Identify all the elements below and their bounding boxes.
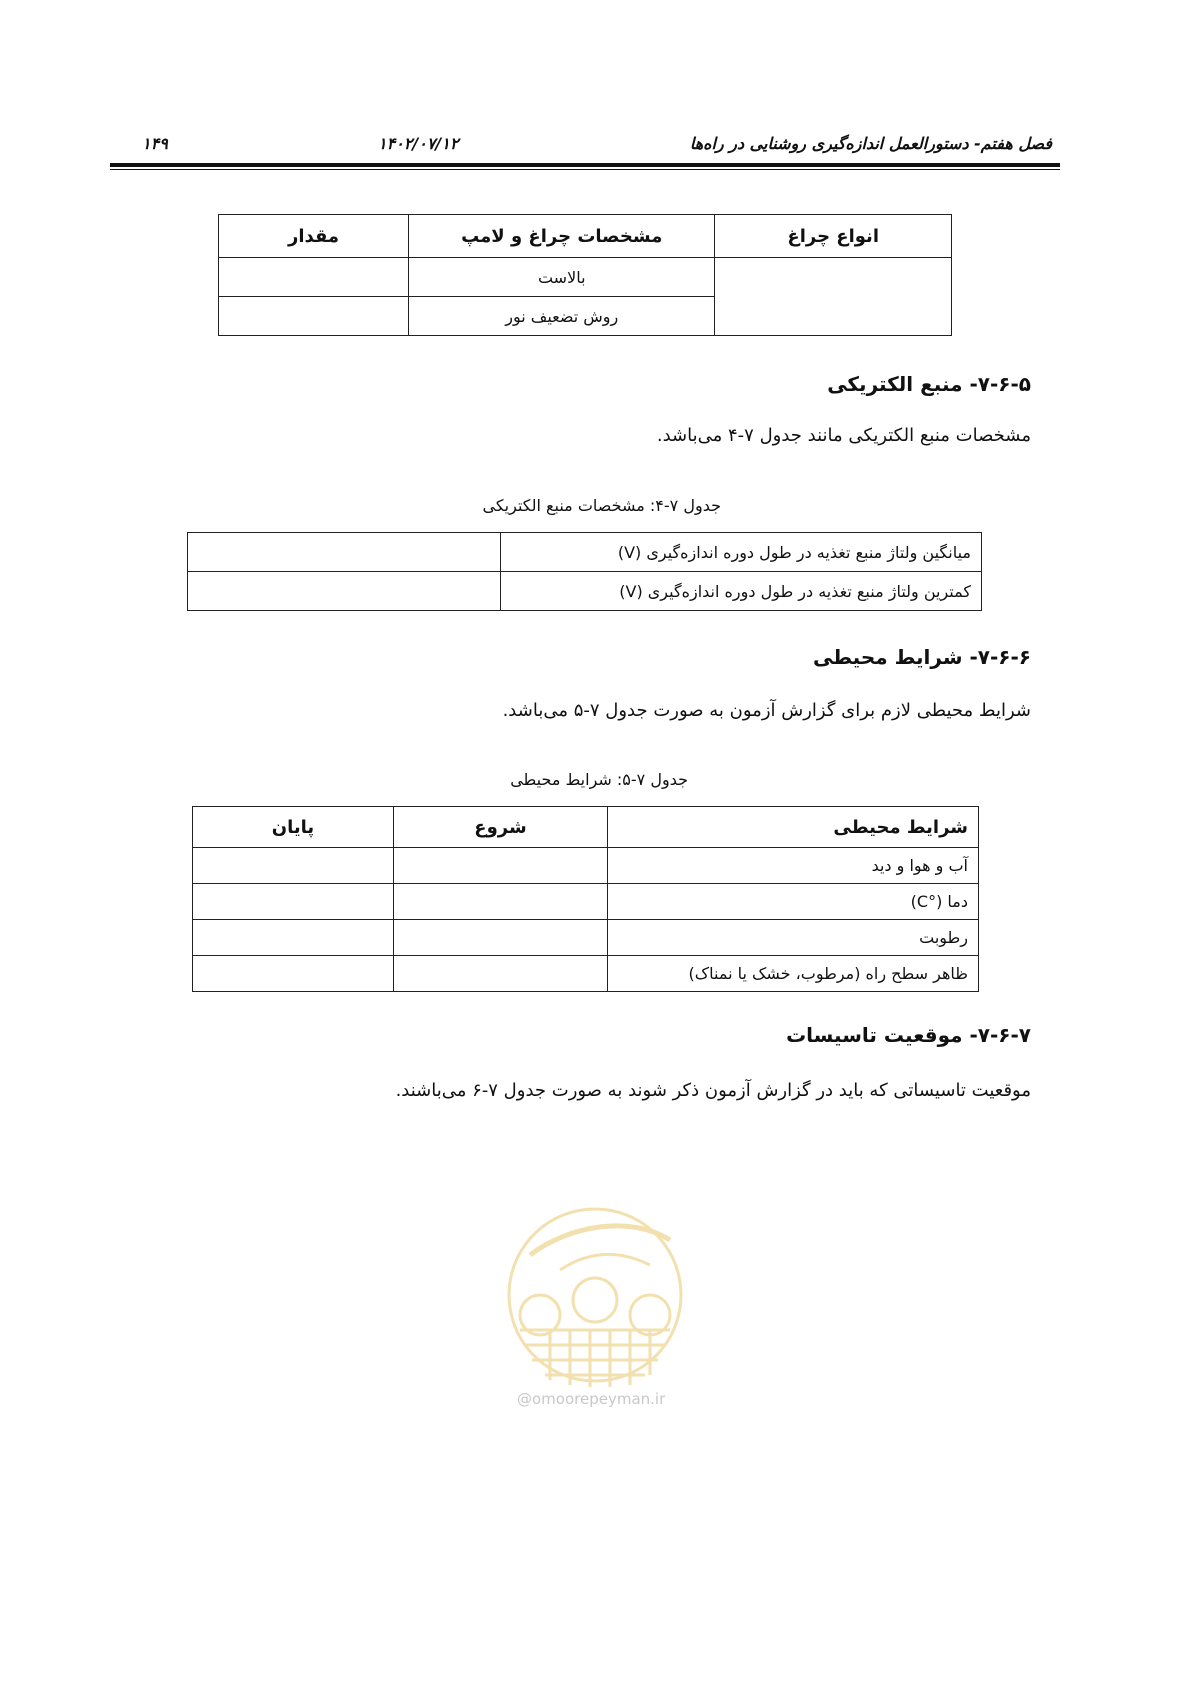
header-start: شروع [394, 807, 608, 848]
environment-table [192, 806, 979, 992]
header-condition: شرایط محیطی [608, 807, 979, 848]
table-cell: دما (°C) [608, 884, 979, 920]
table-header-row [219, 215, 952, 258]
table-caption-environment: جدول ۷-۵: شرایط محیطی [510, 770, 688, 789]
page-number: ۱۴۹ [142, 134, 168, 153]
header-end: پایان [193, 807, 394, 848]
table-row [193, 956, 979, 992]
section-heading-environment: ۷-۶-۶- شرایط محیطی [812, 645, 1031, 669]
section-heading-electrical: ۷-۶-۵- منبع الکتریکی [827, 372, 1031, 396]
header-rule-thin [110, 169, 1060, 170]
table-cell: روش تضعیف نور [409, 297, 715, 336]
table-cell [394, 920, 608, 956]
watermark-logo [500, 1195, 690, 1405]
header-lamp-specs: مشخصات چراغ و لامپ [409, 215, 715, 258]
table-cell: بالاست [409, 258, 715, 297]
table-caption-electrical: جدول ۷-۴: مشخصات منبع الکتریکی [482, 496, 721, 515]
table-cell [193, 920, 394, 956]
lamp-type-cell [715, 258, 952, 336]
lamp-specs-table [218, 214, 952, 336]
table-cell [188, 572, 501, 611]
section-heading-installations: ۷-۶-۷- موقعیت تاسیسات [786, 1023, 1031, 1047]
chapter-title: فصل هفتم- دستورالعمل اندازه‌گیری روشنایی در راه‌ها [689, 134, 1052, 153]
table-row [193, 884, 979, 920]
table-cell [193, 884, 394, 920]
page-header [110, 128, 1060, 158]
header-date: ۱۴۰۲/۰۷/۱۲ [378, 134, 459, 153]
table-cell [193, 956, 394, 992]
table-row [193, 848, 979, 884]
table-cell [219, 297, 409, 336]
table-cell: رطوبت [608, 920, 979, 956]
table-cell: میانگین ولتاژ منبع تغذیه در طول دوره اندازه‌گیری (V) [501, 533, 982, 572]
table-cell [394, 884, 608, 920]
table-cell [394, 848, 608, 884]
section-paragraph-environment: شرایط محیطی لازم برای گزارش آزمون به صورت جدول ۷-۵ می‌باشد. [502, 700, 1031, 721]
table-row [188, 572, 982, 611]
table-row [188, 533, 982, 572]
header-rule [110, 163, 1060, 167]
watermark-seal-icon [500, 1195, 690, 1405]
table-cell [219, 258, 409, 297]
electrical-supply-table [187, 532, 982, 611]
table-cell: کمترین ولتاژ منبع تغذیه در طول دوره اندازه‌گیری (V) [501, 572, 982, 611]
table-cell: آب و هوا و دید [608, 848, 979, 884]
section-paragraph-electrical: مشخصات منبع الکتریکی مانند جدول ۷-۴ می‌باشد. [656, 425, 1031, 446]
watermark-url: @omoorepeyman.ir [517, 1390, 666, 1408]
table-cell: ظاهر سطح راه (مرطوب، خشک یا نمناک) [608, 956, 979, 992]
table-header-row [193, 807, 979, 848]
table-row [193, 920, 979, 956]
table-cell [188, 533, 501, 572]
table-row [219, 258, 952, 297]
table-cell [394, 956, 608, 992]
section-paragraph-installations: موقعیت تاسیساتی که باید در گزارش آزمون ذکر شوند به صورت جدول ۷-۶ می‌باشند. [395, 1080, 1031, 1101]
header-lamp-types: انواع چراغ [715, 215, 952, 258]
header-value: مقدار [219, 215, 409, 258]
table-cell [193, 848, 394, 884]
